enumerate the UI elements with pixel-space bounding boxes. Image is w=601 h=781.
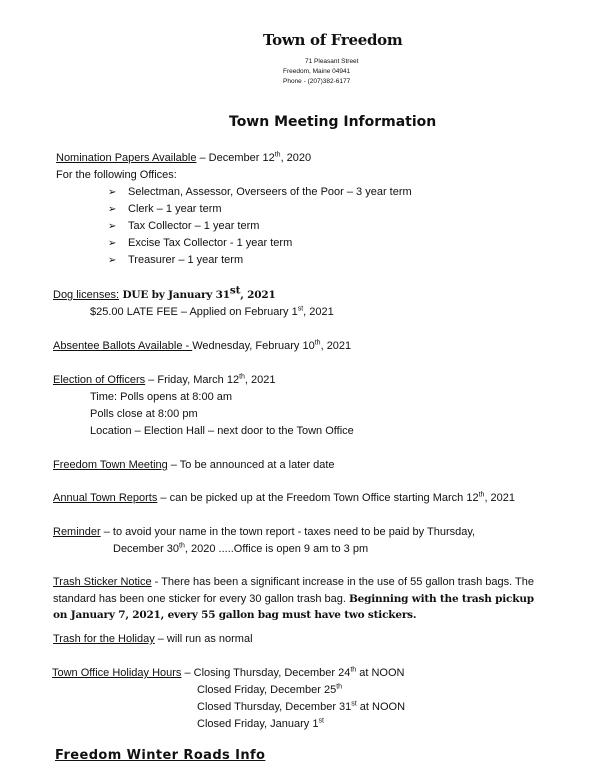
election-label: Election of Officers — [53, 374, 146, 386]
trash-holiday-rest: – will run as normal — [154, 633, 253, 645]
trash-sticker-paragraph — [53, 574, 548, 624]
election-time: Time: Polls opens at 8:00 am — [90, 391, 233, 403]
office-item — [108, 186, 412, 198]
election-location: Location – Election Hall – next door to the Town Office — [90, 425, 354, 437]
holiday-hours-label: Town Office Holiday Hours — [52, 667, 182, 679]
nomination-label: Nomination Papers Available — [56, 152, 197, 164]
nomination-date-sup: th — [274, 151, 281, 159]
office-text: Clerk – 1 year term — [128, 203, 222, 215]
dog-fee-sup: st — [297, 305, 304, 313]
office-text: Selectman, Assessor, Overseers of the Poor – 3 year term — [128, 186, 412, 198]
absentee-date-sup: th — [314, 339, 321, 347]
office-item — [108, 237, 292, 249]
nomination-intro: For the following Offices: — [56, 169, 177, 181]
reports-rest-pre: – can be picked up at the Freedom Town Office starting March 12 — [157, 492, 479, 504]
arrow-bullet-icon: ➢ — [108, 238, 117, 249]
trash-sticker-label: Trash Sticker Notice — [53, 576, 152, 588]
holiday-line1-post: at NOON — [356, 667, 405, 679]
arrow-bullet-icon: ➢ — [108, 187, 117, 198]
holiday-line4 — [197, 718, 324, 730]
trash-sticker-bold: Beginning with the trash pickup on January 7, 2021, every 55 gallon bag must have two stickers. — [53, 592, 534, 621]
arrow-bullet-icon: ➢ — [108, 255, 117, 266]
holiday-line3-sup: st — [351, 700, 357, 708]
reports-rest-post: , 2021 — [484, 492, 516, 504]
trash-holiday-label: Trash for the Holiday — [53, 633, 155, 645]
reminder-line1: – to avoid your name in the town report - taxes need to be paid by Thursday, — [100, 526, 476, 538]
office-text: Tax Collector – 1 year term — [128, 220, 260, 232]
holiday-line2-sup: th — [336, 683, 343, 691]
holiday-line3-pre: Closed Thursday, December 31 — [197, 701, 352, 713]
trash-holiday-line — [53, 633, 253, 645]
office-text: Excise Tax Collector - 1 year term — [128, 237, 293, 249]
reminder-line2-sup: th — [179, 542, 185, 550]
dog-due-pre: DUE by January 31 — [119, 289, 230, 301]
election-line — [53, 374, 276, 386]
dog-fee-post: , 2021 — [303, 306, 334, 318]
address-phone: Phone - (207)382-6177 — [283, 78, 351, 85]
reports-line — [53, 492, 515, 504]
reports-rest-sup: th — [478, 491, 485, 499]
holiday-line2-pre: Closed Friday, December 25 — [197, 684, 337, 696]
dog-line — [53, 284, 276, 301]
reminder-line2-pre: December 30 — [113, 543, 180, 555]
election-date-pre: – Friday, March 12 — [145, 374, 240, 386]
dog-fee-pre: $25.00 LATE FEE – Applied on February 1 — [90, 306, 298, 318]
page-heading: Town Meeting Information — [229, 114, 437, 130]
town-meeting-line — [53, 459, 335, 471]
election-date-post: , 2021 — [244, 374, 276, 386]
nomination-date-pre: – December 12 — [196, 152, 275, 164]
office-item — [108, 203, 222, 215]
holiday-line1-sup: th — [350, 666, 357, 674]
town-meeting-label: Freedom Town Meeting — [53, 459, 168, 471]
reminder-line — [53, 526, 475, 538]
election-close: Polls close at 8:00 pm — [90, 408, 198, 420]
winter-roads-heading: Freedom Winter Roads Info — [55, 748, 266, 763]
dog-due-sup: st — [229, 284, 241, 297]
holiday-line4-sup: st — [318, 717, 324, 725]
office-text: Treasurer – 1 year term — [128, 254, 244, 266]
nomination-date-post: , 2020 — [280, 152, 312, 164]
absentee-label: Absentee Ballots Available — [53, 340, 183, 352]
holiday-line2 — [197, 684, 342, 696]
election-date-sup: th — [239, 373, 245, 381]
arrow-bullet-icon: ➢ — [108, 221, 117, 232]
trash-sticker-text: - There has been a significant increase in the use of 55 gallon trash bags. The standard has been one sticker for every 30 gallon trash bag. — [53, 576, 535, 605]
office-item — [108, 254, 243, 266]
address-street: 71 Pleasant Street — [305, 58, 359, 65]
nomination-line — [56, 152, 311, 164]
dog-fee-line — [90, 306, 334, 318]
town-meeting-rest: – To be announced at a later date — [167, 459, 335, 471]
holiday-line4-pre: Closed Friday, January 1 — [197, 718, 319, 730]
absentee-date-post: , 2021 — [320, 340, 352, 352]
absentee-date-pre: Wednesday, February 10 — [192, 340, 315, 352]
reports-label: Annual Town Reports — [53, 492, 158, 504]
town-title: Town of Freedom — [263, 31, 403, 49]
absentee-sep: - — [182, 340, 193, 352]
reminder-line2-post: , 2020 .....Office is open 9 am to 3 pm — [184, 543, 369, 555]
arrow-bullet-icon: ➢ — [108, 204, 117, 215]
dog-label: Dog licenses: — [53, 289, 120, 301]
dog-due-post: , 2021 — [240, 289, 276, 301]
holiday-line3 — [197, 701, 405, 713]
holiday-line1-pre: – Closing Thursday, December 24 — [181, 667, 351, 679]
reminder-line2 — [113, 543, 368, 555]
address-city: Freedom, Maine 04941 — [283, 68, 351, 75]
holiday-hours-line — [52, 667, 405, 679]
office-item — [108, 220, 259, 232]
reminder-label: Reminder — [53, 526, 101, 538]
absentee-line — [53, 340, 351, 352]
holiday-line3-post: at NOON — [356, 701, 406, 713]
